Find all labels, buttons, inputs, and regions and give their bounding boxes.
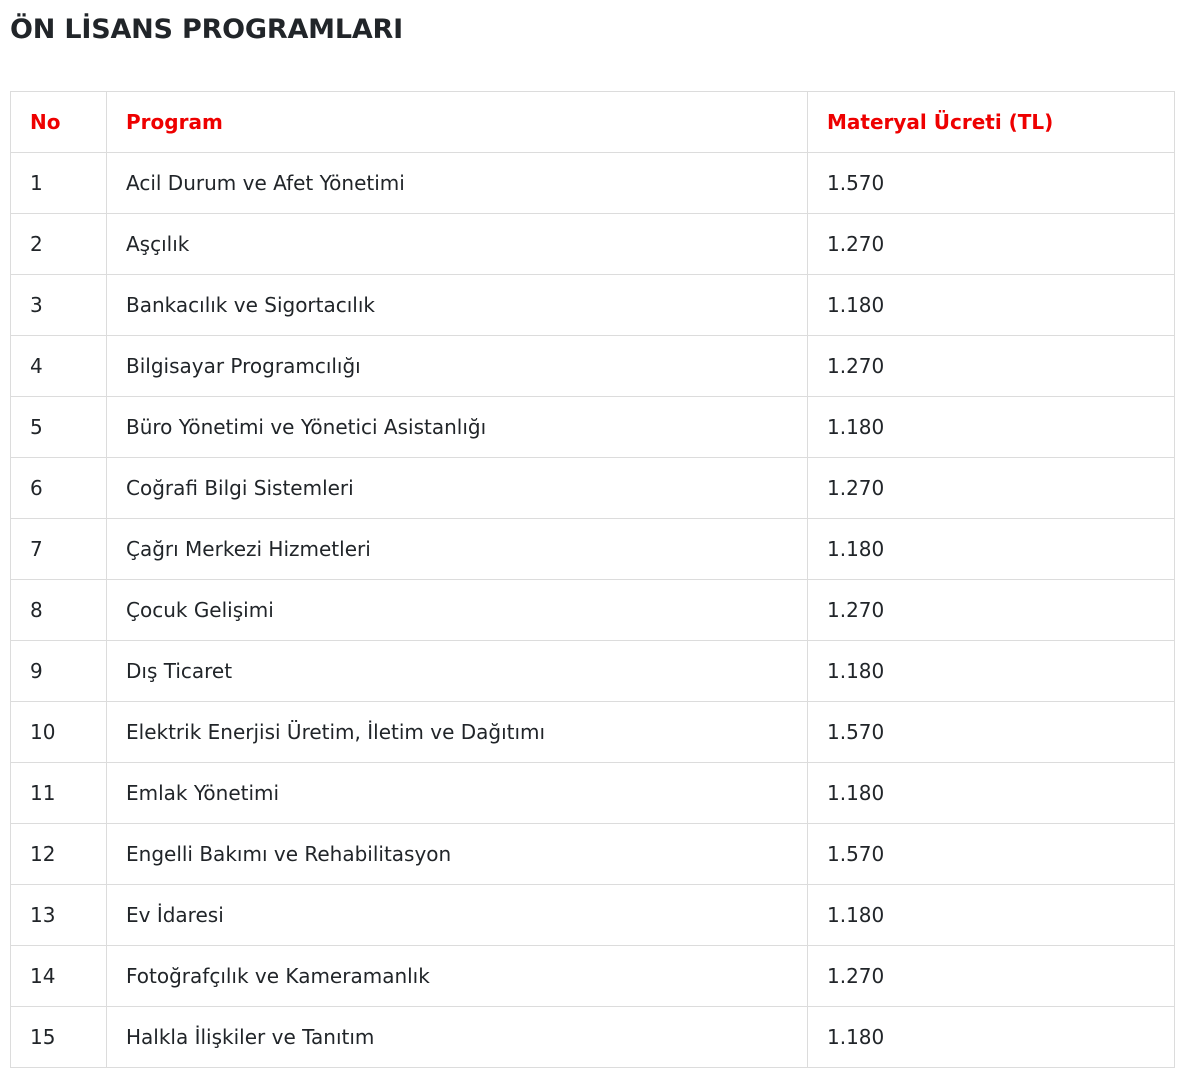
table-row [11,580,1175,641]
program-name-cell: Ev İdaresi [107,885,808,946]
program-name-cell: Çocuk Gelişimi [107,580,808,641]
column-header-no: No [11,92,107,153]
table-row [11,397,1175,458]
program-name-cell: Halkla İlişkiler ve Tanıtım [107,1007,808,1068]
material-fee-cell: 1.570 [808,702,1175,763]
program-name-cell: Acil Durum ve Afet Yönetimi [107,153,808,214]
program-name-cell: Fotoğrafçılık ve Kameramanlık [107,946,808,1007]
table-row [11,763,1175,824]
page-title: ÖN LİSANS PROGRAMLARI [10,14,403,45]
program-name-cell: Büro Yönetimi ve Yönetici Asistanlığı [107,397,808,458]
program-name-cell: Çağrı Merkezi Hizmetleri [107,519,808,580]
row-number-cell: 5 [11,397,107,458]
row-number-cell: 11 [11,763,107,824]
table-row [11,641,1175,702]
table-row [11,824,1175,885]
program-name-cell: Bilgisayar Programcılığı [107,336,808,397]
row-number-cell: 3 [11,275,107,336]
material-fee-cell: 1.270 [808,214,1175,275]
material-fee-cell: 1.180 [808,763,1175,824]
row-number-cell: 4 [11,336,107,397]
column-header-fee: Materyal Ücreti (TL) [808,92,1175,153]
program-name-cell: Aşçılık [107,214,808,275]
row-number-cell: 6 [11,458,107,519]
table-row [11,214,1175,275]
material-fee-cell: 1.570 [808,824,1175,885]
table-row [11,336,1175,397]
row-number-cell: 15 [11,1007,107,1068]
table-row [11,153,1175,214]
program-name-cell: Emlak Yönetimi [107,763,808,824]
program-name-cell: Engelli Bakımı ve Rehabilitasyon [107,824,808,885]
material-fee-cell: 1.180 [808,885,1175,946]
row-number-cell: 8 [11,580,107,641]
table-header-row [11,92,1175,153]
table-row [11,275,1175,336]
material-fee-cell: 1.180 [808,275,1175,336]
row-number-cell: 1 [11,153,107,214]
table-row [11,885,1175,946]
program-name-cell: Elektrik Enerjisi Üretim, İletim ve Dağıtımı [107,702,808,763]
row-number-cell: 7 [11,519,107,580]
material-fee-cell: 1.270 [808,458,1175,519]
table-row [11,946,1175,1007]
material-fee-cell: 1.570 [808,153,1175,214]
material-fee-cell: 1.180 [808,1007,1175,1068]
material-fee-cell: 1.270 [808,946,1175,1007]
row-number-cell: 10 [11,702,107,763]
table-row [11,702,1175,763]
material-fee-table [10,91,1175,1068]
program-name-cell: Coğrafi Bilgi Sistemleri [107,458,808,519]
material-fee-cell: 1.180 [808,641,1175,702]
table-row [11,519,1175,580]
row-number-cell: 2 [11,214,107,275]
row-number-cell: 14 [11,946,107,1007]
program-name-cell: Dış Ticaret [107,641,808,702]
material-fee-cell: 1.180 [808,397,1175,458]
row-number-cell: 13 [11,885,107,946]
column-header-program: Program [107,92,808,153]
row-number-cell: 9 [11,641,107,702]
material-fee-cell: 1.270 [808,580,1175,641]
material-fee-cell: 1.270 [808,336,1175,397]
row-number-cell: 12 [11,824,107,885]
program-name-cell: Bankacılık ve Sigortacılık [107,275,808,336]
table-row [11,1007,1175,1068]
material-fee-cell: 1.180 [808,519,1175,580]
table-row [11,458,1175,519]
